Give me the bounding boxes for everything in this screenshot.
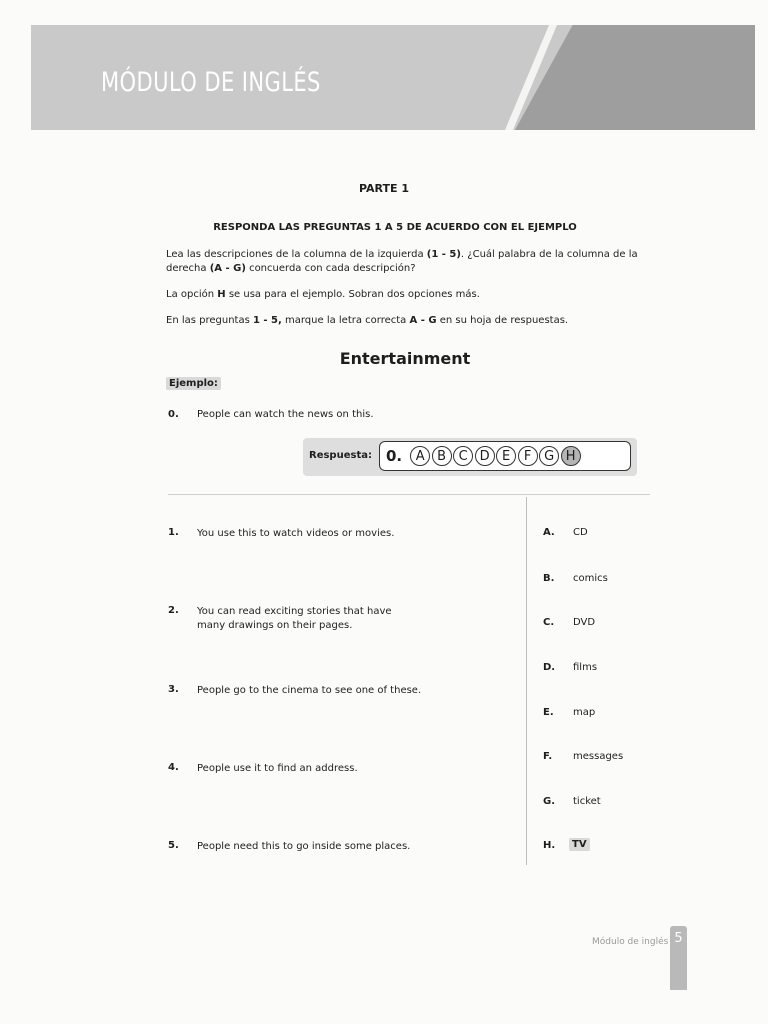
- example-answer-box: [303, 438, 637, 476]
- option-word: films: [573, 662, 598, 673]
- answer-bubble-h: H: [561, 446, 581, 466]
- module-title: MÓDULO DE INGLÉS: [101, 67, 321, 98]
- option-word: map: [573, 707, 596, 718]
- p3-text-a: En las preguntas: [166, 315, 253, 326]
- option-word: ticket: [573, 796, 601, 807]
- option-letter: E.: [543, 707, 554, 718]
- page-number: 5: [674, 931, 683, 946]
- p3-text-c: marque la letra correcta: [281, 315, 410, 326]
- question-text: You can read exciting stories that have many drawings on their pages.: [197, 606, 392, 631]
- p1-text-c: . ¿Cuál palabra de la columna de la derecha: [166, 249, 638, 274]
- option-letter: G.: [543, 796, 556, 807]
- divider-horizontal: [168, 494, 650, 495]
- option-letter: A.: [543, 527, 555, 538]
- question-number: 4.: [168, 762, 179, 773]
- p1-range-questions: (1 - 5): [426, 249, 461, 260]
- answer-bubble-f: F: [518, 446, 538, 466]
- p3-text-e: en su hoja de respuestas.: [436, 315, 569, 326]
- answer-bubble-c: C: [453, 446, 473, 466]
- example-text: People can watch the news on this.: [197, 409, 374, 420]
- option-word: CD: [573, 527, 588, 538]
- answer-bubble-g: G: [539, 446, 559, 466]
- p3-range-options: A - G: [409, 315, 437, 326]
- answer-bubble-e: E: [496, 446, 516, 466]
- section-title: Entertainment: [339, 349, 471, 368]
- option-letter: F.: [543, 751, 553, 762]
- question-number: 3.: [168, 684, 179, 695]
- option-word: messages: [573, 751, 624, 762]
- p2-text-c: se usa para el ejemplo. Sobran dos opciones más.: [225, 289, 480, 300]
- option-word-example: TV: [569, 838, 590, 851]
- answer-bubble-d: D: [475, 446, 495, 466]
- option-word: DVD: [573, 617, 596, 628]
- p3-range-questions: 1 - 5,: [252, 315, 282, 326]
- question-text: People need this to go inside some places.: [197, 841, 411, 852]
- header-banner: [31, 25, 755, 130]
- option-letter: D.: [543, 662, 556, 673]
- divider-vertical: [526, 497, 527, 865]
- question-text: You use this to watch videos or movies.: [197, 528, 395, 539]
- question-number: 5.: [168, 840, 179, 851]
- instruction-paragraph-2: [166, 288, 656, 302]
- answer-bubble-a: A: [410, 446, 430, 466]
- answer-number: 0.: [386, 447, 403, 465]
- option-letter: C.: [543, 617, 555, 628]
- example-tag: Ejemplo:: [166, 377, 221, 390]
- p1-text-e: concuerda con cada descripción?: [245, 263, 416, 274]
- question-number: 1.: [168, 527, 179, 538]
- instruction-paragraph-1: [166, 248, 656, 276]
- option-word: comics: [573, 573, 608, 584]
- question-number: 2.: [168, 605, 179, 616]
- footer-module-name: Módulo de inglés: [592, 937, 669, 947]
- part-heading: PARTE 1: [358, 182, 410, 195]
- example-number: 0.: [168, 409, 179, 420]
- answer-bubble-row: [379, 441, 631, 471]
- answer-bubble-b: B: [432, 446, 452, 466]
- p1-range-options: (A - G): [209, 263, 246, 274]
- question-text: People use it to find an address.: [197, 763, 358, 774]
- option-letter: H.: [543, 840, 556, 851]
- p1-text-a: Lea las descripciones de la columna de la izquierda: [166, 249, 427, 260]
- instruction-paragraph-3: [166, 314, 656, 328]
- p2-option-h: H: [217, 289, 226, 300]
- question-text: People go to the cinema to see one of these.: [197, 685, 422, 696]
- answer-label: Respuesta:: [309, 450, 372, 461]
- page-number-tab: [670, 926, 687, 990]
- instruction-heading: RESPONDA LAS PREGUNTAS 1 A 5 DE ACUERDO CON EL EJEMPLO: [213, 222, 577, 233]
- banner-dark-panel: [515, 25, 755, 130]
- option-letter: B.: [543, 573, 555, 584]
- p2-text-a: La opción: [166, 289, 218, 300]
